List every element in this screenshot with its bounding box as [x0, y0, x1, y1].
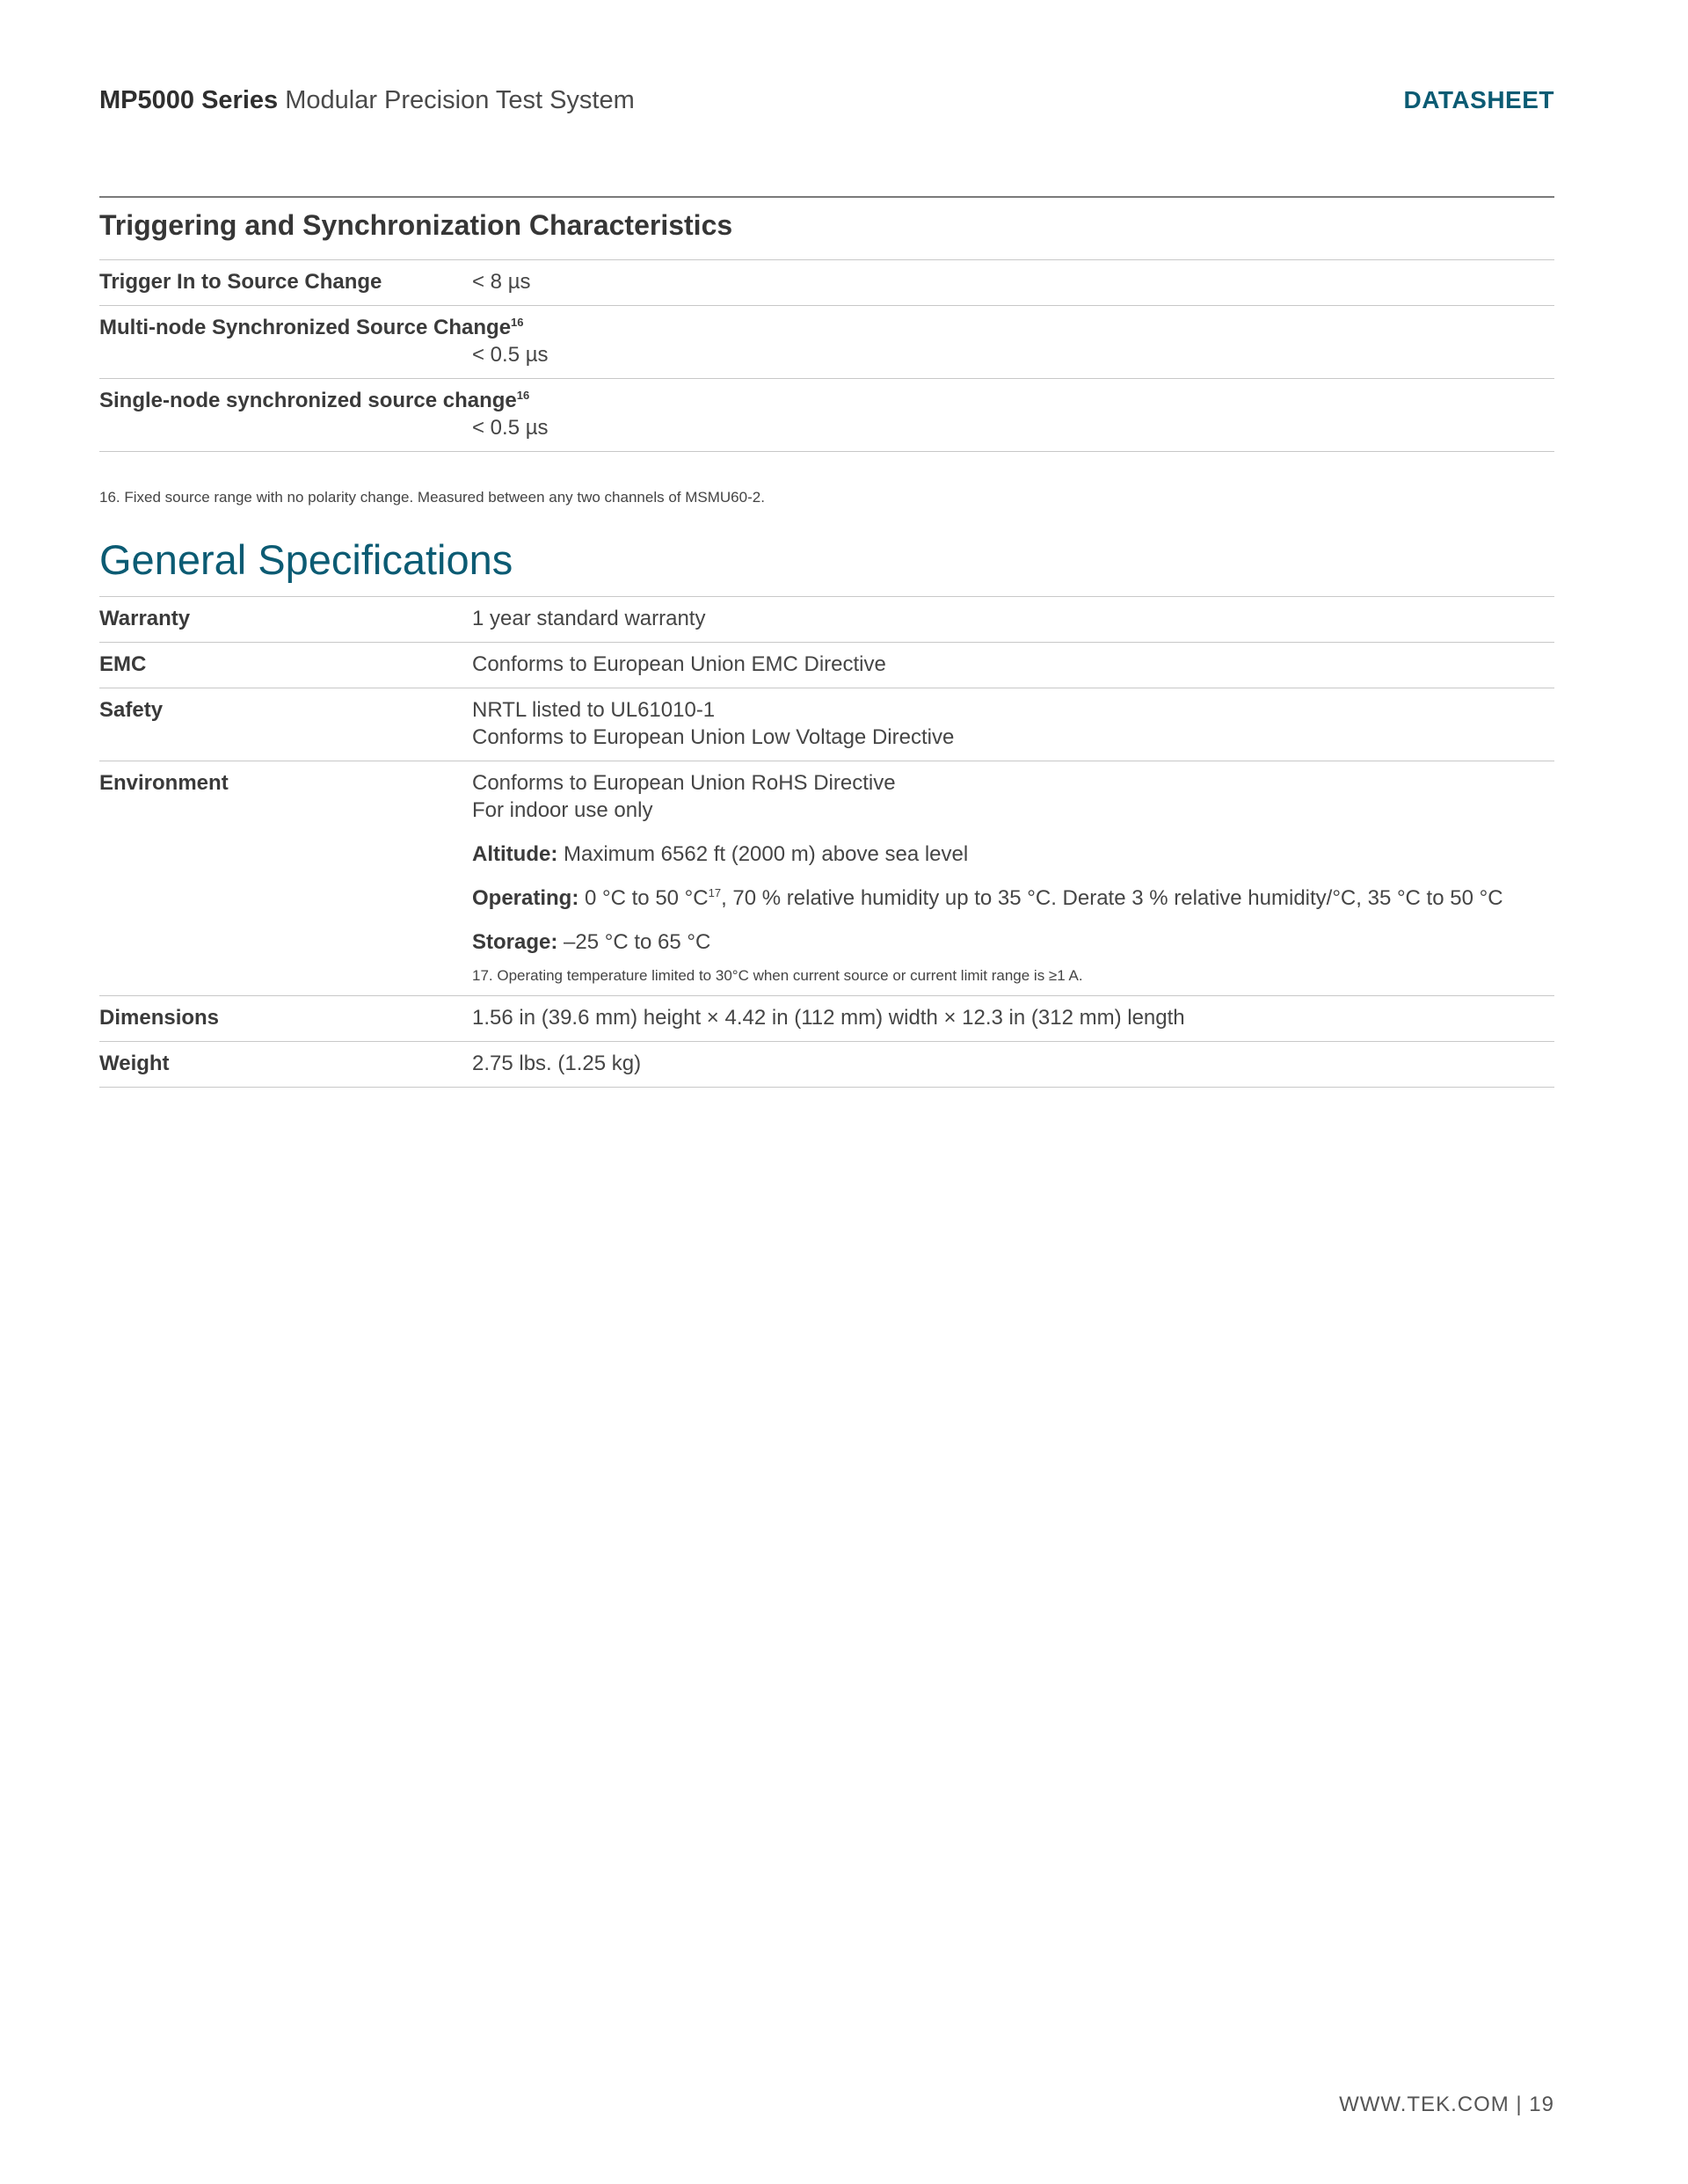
spec-row-weight	[99, 1041, 1554, 1088]
triggering-section	[99, 196, 1554, 506]
spec-value: Conforms to European Union EMC Directive	[472, 652, 886, 676]
page-header	[99, 86, 1554, 115]
spec-label: Dimensions	[99, 1006, 220, 1030]
spec-value	[472, 769, 1554, 986]
spec-label: Multi-node Synchronized Source Change$^{16}$	[99, 316, 524, 339]
spec-value: < 0.5 µs	[472, 416, 549, 440]
page-footer: WWW.TEK.COM | 19	[1339, 2093, 1554, 2116]
footnote-ref: 16	[511, 316, 524, 329]
spec-label: EMC	[99, 652, 147, 676]
spec-value: < 0.5 µs	[472, 343, 549, 367]
spec-value	[472, 696, 1554, 751]
safety-line-2: Conforms to European Union Low Voltage Directive	[472, 725, 955, 749]
spec-label: Trigger In to Source Change	[99, 270, 382, 294]
spec-row-warranty	[99, 596, 1554, 642]
environment-line-2: For indoor use only	[472, 798, 653, 822]
spec-value: 1.56 in (39.6 mm) height × 4.42 in (112 mm) width × 12.3 in (312 mm) length	[472, 1006, 1185, 1030]
series-subtitle: Modular Precision Test System	[285, 86, 635, 114]
spec-value: 1 year standard warranty	[472, 607, 706, 630]
spec-row-safety	[99, 688, 1554, 761]
safety-line-1: NRTL listed to UL61010-1	[472, 698, 716, 722]
operating-spec: Operating: 0 °C to 50 $^\circ C^{17}$, 70 % relative humidity up to 35 °C. Derate 3 % relative humidity/°C, 35 °C to 50 °C	[472, 886, 1503, 910]
environment-line-1: Conforms to European Union RoHS Directive	[472, 771, 896, 795]
spec-label: Warranty	[99, 607, 191, 630]
spec-row-environment	[99, 761, 1554, 995]
datasheet-tag: DATASHEET	[1403, 86, 1554, 113]
spec-row-emc	[99, 642, 1554, 688]
series-name: MP5000 Series	[99, 86, 279, 114]
triggering-title: Triggering and Synchronization Characteristics	[99, 196, 1554, 259]
spec-row-single-node	[99, 378, 1554, 452]
product-series	[99, 86, 635, 115]
footnote-17: 17. Operating temperature limited to 30°C when current source or current limit range is ≥1 A.	[472, 967, 1083, 984]
spec-value: < 8 µs	[472, 270, 531, 294]
altitude-spec: Altitude: Maximum 6562 ft (2000 m) above sea level	[472, 842, 969, 866]
footnote-ref: 16	[516, 389, 530, 402]
spec-label: Environment	[99, 771, 229, 795]
spec-row-multi-node	[99, 305, 1554, 378]
spec-label: Single-node synchronized source change$^{16}$	[99, 389, 530, 412]
footnote-ref: 17	[708, 886, 722, 899]
general-specifications-title: General Specifications	[99, 536, 513, 583]
footnote-16: 16. Fixed source range with no polarity change. Measured between any two channels of MSMU60-2.	[99, 489, 765, 506]
storage-spec: Storage: –25 °C to 65 °C	[472, 930, 711, 954]
spec-row-trigger-in	[99, 259, 1554, 305]
spec-value: 2.75 lbs. (1.25 kg)	[472, 1052, 642, 1075]
spec-label: Weight	[99, 1052, 170, 1075]
spec-row-dimensions	[99, 995, 1554, 1041]
general-specifications-section	[99, 535, 1554, 1088]
spec-label: Safety	[99, 698, 164, 722]
